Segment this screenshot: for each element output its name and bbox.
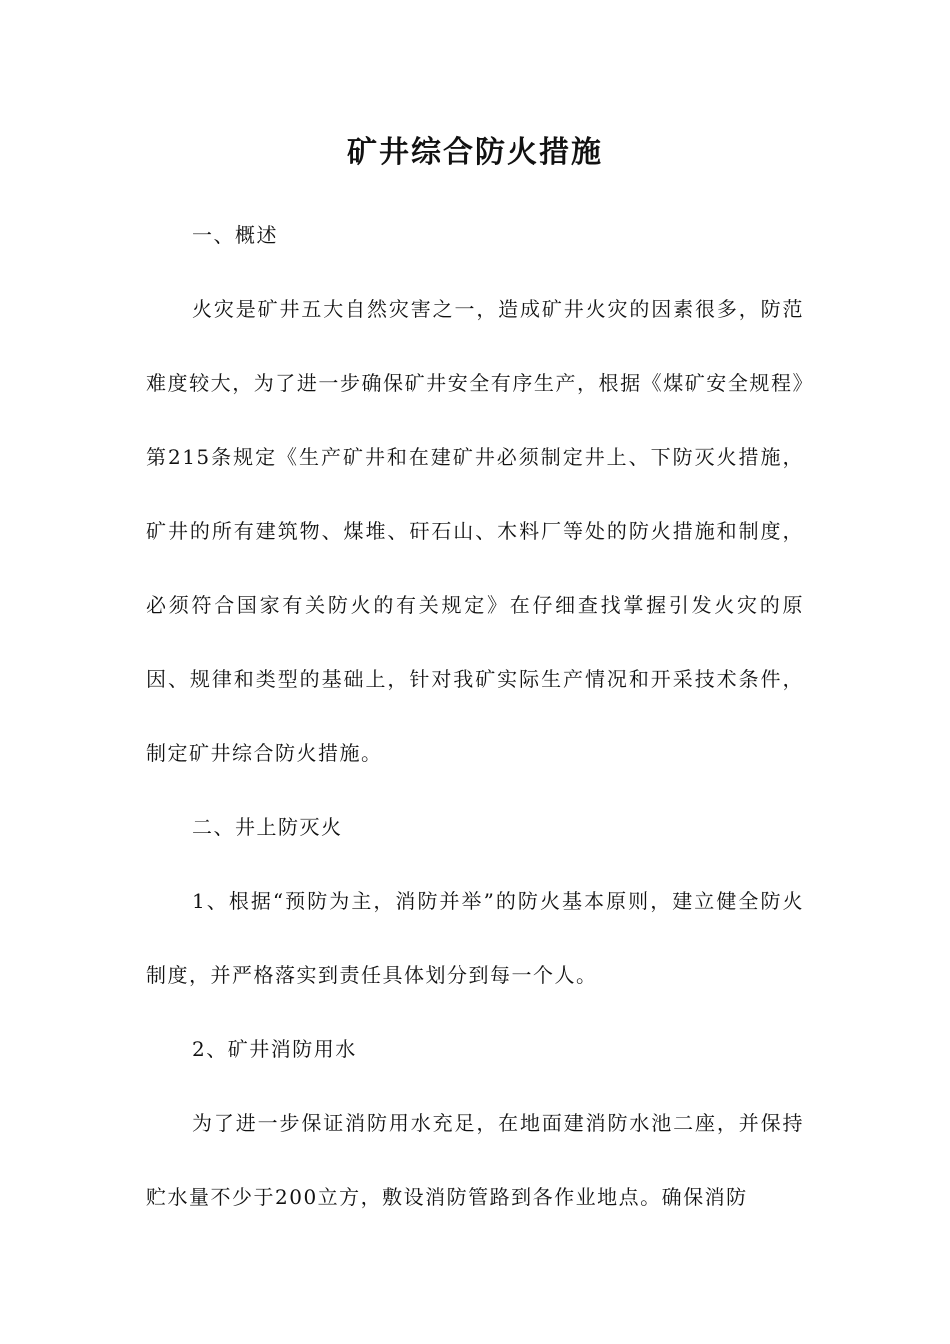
- paragraph-item-1: 1、根据“预防为主，消防并举”的防火基本原则，建立健全防火制度，并严格落实到责任具体划分到每一个人。: [146, 889, 804, 987]
- subheading-fire-water: 2、矿井消防用水: [192, 1037, 357, 1061]
- section-heading-surface-fire: 二、井上防灭火: [192, 815, 343, 839]
- section-heading-overview: 一、概述: [192, 223, 278, 247]
- paragraph-overview: 火灾是矿井五大自然灾害之一，造成矿井火灾的因素很多，防范难度较大，为了进一步确保矿井安全有序生产，根据《煤矿安全规程》第215条规定《生产矿井和在建矿井必须制定井上、下防灭火措施，矿井的所有建筑物、煤堆、矸石山、木料厂等处的防火措施和制度，必须符合国家有关防火的有关规定》在仔细查找掌握引发火灾的原因、规律和类型的基础上，针对我矿实际生产情况和开采技术条件，制定矿井综合防火措施。: [146, 297, 804, 765]
- document-body: [146, 198, 804, 1234]
- document-title: 矿井综合防火措施: [347, 135, 603, 170]
- paragraph-fire-water: 为了进一步保证消防用水充足，在地面建消防水池二座，并保持贮水量不少于200立方，敷设消防管路到各作业地点。确保消防: [146, 1111, 804, 1209]
